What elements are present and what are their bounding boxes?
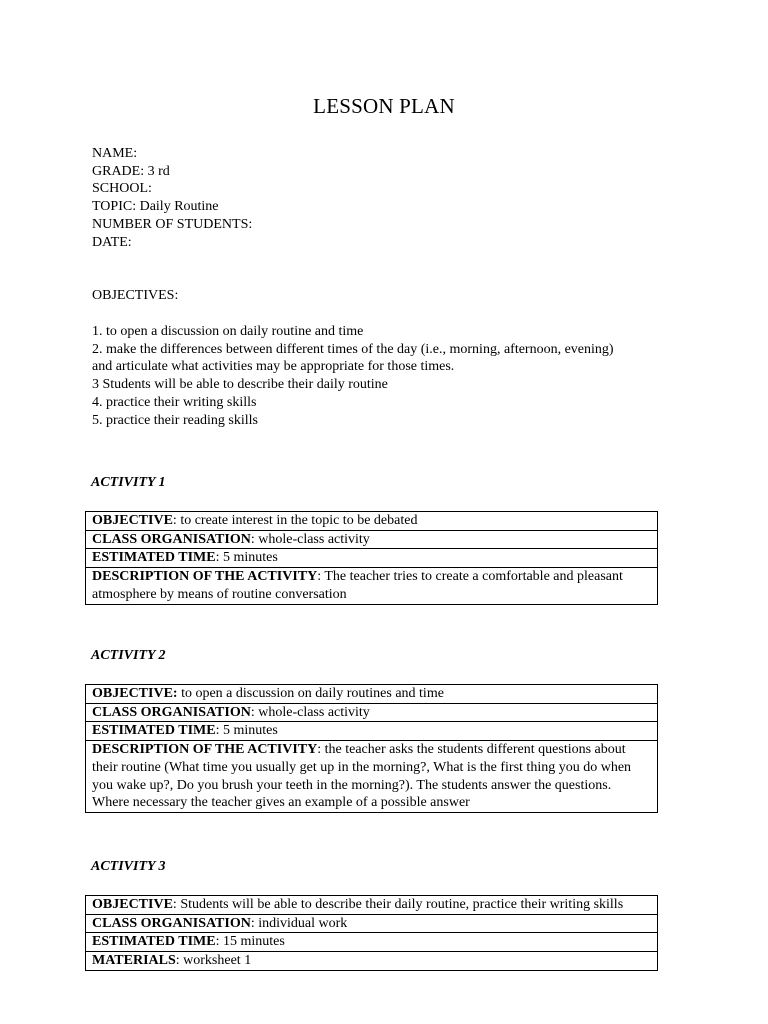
info-school: SCHOOL: bbox=[92, 181, 152, 197]
info-topic: TOPIC: Daily Routine bbox=[92, 199, 219, 215]
row-text: Students will be able to describe their daily routine, practice their writing skills bbox=[180, 897, 624, 912]
page-title: LESSON PLAN bbox=[313, 94, 455, 118]
table-cell bbox=[86, 568, 658, 604]
table-cell bbox=[86, 933, 658, 952]
objective-item: 5. practice their reading skills bbox=[92, 412, 258, 428]
info-name: NAME: bbox=[92, 146, 138, 161]
row-separator: : bbox=[172, 513, 181, 528]
activity-2-heading: ACTIVITY 2 bbox=[91, 648, 166, 663]
activity-3-heading: ACTIVITY 3 bbox=[91, 859, 166, 874]
row-label: ESTIMATED TIME bbox=[92, 723, 216, 739]
table-row bbox=[86, 512, 658, 531]
row-text: to open a discussion on daily routines and time bbox=[181, 686, 444, 701]
activity-2-table bbox=[85, 684, 658, 813]
info-number-of-students: NUMBER OF STUDENTS: bbox=[92, 216, 253, 232]
row-separator: : bbox=[250, 704, 259, 720]
table-row bbox=[86, 952, 658, 971]
row-text: 5 minutes bbox=[222, 550, 278, 566]
row-separator: : bbox=[175, 953, 184, 969]
table-cell bbox=[86, 703, 658, 722]
table-row bbox=[86, 530, 658, 549]
table-cell bbox=[86, 685, 658, 704]
objective-item: 3 Students will be able to describe their daily routine bbox=[92, 377, 388, 393]
row-text: individual work bbox=[258, 915, 348, 931]
table-row bbox=[86, 549, 658, 568]
row-separator: : bbox=[215, 550, 223, 566]
row-label: DESCRIPTION OF THE ACTIVITY bbox=[92, 569, 318, 585]
table-row bbox=[86, 568, 658, 604]
row-text: worksheet 1 bbox=[183, 953, 252, 969]
table-cell bbox=[86, 914, 658, 933]
row-text: the teacher asks the students different questions about their routine (What time you usually get up in the morning?, What is the first thing you do when you wake up?, Do you brush your teeth in the morning?). The students answer the questions. Where necessary the teacher gives an example of a possible answer bbox=[92, 742, 632, 811]
row-label: ESTIMATED TIME bbox=[92, 934, 216, 950]
table-row bbox=[86, 685, 658, 704]
table-row bbox=[86, 741, 658, 813]
table-cell bbox=[86, 741, 658, 813]
table-row bbox=[86, 722, 658, 741]
activity-1-heading: ACTIVITY 1 bbox=[91, 475, 166, 490]
table-cell bbox=[86, 952, 658, 971]
row-label: CLASS ORGANISATION bbox=[92, 915, 251, 931]
objectives-list bbox=[92, 323, 682, 429]
lesson-info bbox=[92, 145, 252, 251]
row-separator: : bbox=[317, 569, 325, 585]
info-date: DATE: bbox=[92, 234, 132, 250]
row-label: MATERIALS bbox=[92, 953, 176, 969]
row-separator: : bbox=[317, 742, 325, 758]
row-text: 15 minutes bbox=[222, 934, 285, 950]
activity-1-table bbox=[85, 511, 658, 605]
table-cell bbox=[86, 896, 658, 915]
info-grade: GRADE: 3 rd bbox=[92, 163, 170, 179]
activity-3-table bbox=[85, 895, 658, 971]
row-separator: : bbox=[215, 934, 223, 950]
table-row bbox=[86, 933, 658, 952]
row-label: OBJECTIVE bbox=[92, 513, 173, 528]
objective-item: 4. practice their writing skills bbox=[92, 394, 257, 410]
row-label: CLASS ORGANISATION bbox=[92, 704, 251, 720]
row-separator: : bbox=[215, 723, 223, 739]
row-text: whole-class activity bbox=[258, 531, 370, 547]
row-separator: : bbox=[250, 531, 259, 547]
row-text: whole-class activity bbox=[258, 704, 370, 720]
row-label: ESTIMATED TIME bbox=[92, 550, 216, 566]
table-row bbox=[86, 914, 658, 933]
objective-item: 1. to open a discussion on daily routine and time bbox=[92, 324, 364, 339]
row-label: CLASS ORGANISATION bbox=[92, 531, 251, 547]
row-label: OBJECTIVE: bbox=[92, 686, 178, 701]
row-text: to create interest in the topic to be debated bbox=[180, 513, 418, 528]
objective-item: and articulate what activities may be appropriate for those times. bbox=[92, 359, 455, 375]
row-text: The teacher tries to create a comfortable and pleasant atmosphere by means of routine conversation bbox=[92, 569, 623, 602]
table-row bbox=[86, 896, 658, 915]
table-cell bbox=[86, 722, 658, 741]
row-separator: : bbox=[250, 915, 259, 931]
row-text: 5 minutes bbox=[222, 723, 278, 739]
table-row bbox=[86, 703, 658, 722]
row-label: OBJECTIVE bbox=[92, 897, 173, 912]
table-cell bbox=[86, 512, 658, 531]
table-cell bbox=[86, 530, 658, 549]
objective-item: 2. make the differences between different times of the day (i.e., morning, afternoon, evening) bbox=[92, 341, 614, 357]
table-cell bbox=[86, 549, 658, 568]
row-label: DESCRIPTION OF THE ACTIVITY bbox=[92, 742, 318, 758]
row-separator: : bbox=[172, 897, 181, 912]
objectives-heading: OBJECTIVES: bbox=[92, 288, 179, 303]
